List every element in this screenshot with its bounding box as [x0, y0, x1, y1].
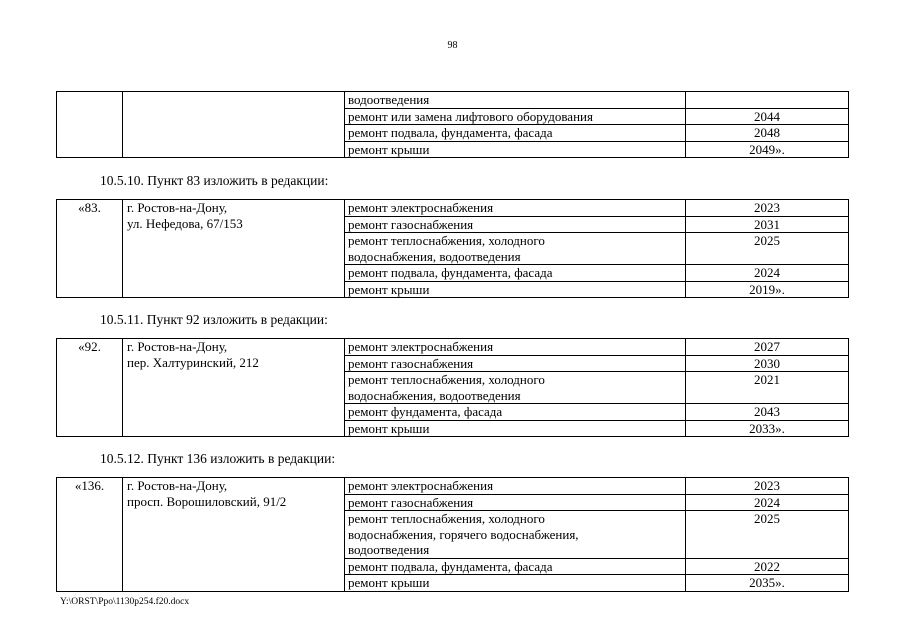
work-line: водоснабжения, горячего водоснабжения,: [348, 526, 579, 542]
work-cell: ремонт газоснабжения: [345, 355, 686, 372]
year-cell: 2025: [686, 233, 849, 265]
year-cell: [686, 92, 849, 109]
year-cell: 2049».: [686, 141, 849, 158]
work-line: ремонт теплоснабжения, холодного: [348, 372, 545, 387]
address-street: ул. Нефедова, 67/153: [127, 215, 243, 231]
work-cell: ремонт электроснабжения: [345, 339, 686, 356]
work-cell: [345, 511, 686, 559]
year-cell: 2021: [686, 372, 849, 404]
year-cell: 2044: [686, 108, 849, 125]
work-line: водоснабжения, водоотведения: [348, 248, 521, 264]
item-number-cell: [57, 92, 123, 158]
table-continuation: [56, 91, 849, 158]
work-cell: ремонт газоснабжения: [345, 494, 686, 511]
work-cell: ремонт или замена лифтового оборудования: [345, 108, 686, 125]
work-cell: [345, 372, 686, 404]
work-cell: ремонт крыши: [345, 420, 686, 437]
work-cell: [345, 233, 686, 265]
year-cell: 2023: [686, 200, 849, 217]
address-cell: [123, 92, 345, 158]
table-row: [57, 92, 849, 109]
work-line: ремонт теплоснабжения, холодного: [348, 233, 545, 248]
table-item-83: [56, 199, 849, 298]
address-street: просп. Ворошиловский, 91/2: [127, 493, 287, 509]
year-cell: 2033».: [686, 420, 849, 437]
work-cell: ремонт крыши: [345, 281, 686, 298]
work-cell: ремонт подвала, фундамента, фасада: [345, 265, 686, 282]
year-cell: 2024: [686, 265, 849, 282]
address-cell: [123, 339, 345, 437]
item-number-cell: «83.: [57, 200, 123, 298]
work-line: ремонт теплоснабжения, холодного: [348, 511, 545, 526]
work-cell: ремонт подвала, фундамента, фасада: [345, 125, 686, 142]
item-number-cell: «92.: [57, 339, 123, 437]
work-cell: водоотведения: [345, 92, 686, 109]
work-line: водоотведения: [348, 542, 430, 557]
address-city: г. Ростов-на-Дону,: [127, 478, 228, 493]
year-cell: 2031: [686, 216, 849, 233]
year-cell: 2030: [686, 355, 849, 372]
instruction-paragraph: 10.5.10. Пункт 83 изложить в редакции:: [100, 173, 329, 188]
address-city: г. Ростов-на-Дону,: [127, 200, 228, 215]
work-line: водоснабжения, водоотведения: [348, 387, 521, 403]
table-row: [57, 478, 849, 495]
footer-file-path: Y:\ORST\Ppo\1130p254.f20.docx: [60, 597, 190, 607]
work-cell: ремонт подвала, фундамента, фасада: [345, 558, 686, 575]
work-cell: ремонт газоснабжения: [345, 216, 686, 233]
year-cell: 2019».: [686, 281, 849, 298]
work-cell: ремонт электроснабжения: [345, 478, 686, 495]
table-item-92: [56, 338, 849, 437]
instruction-paragraph: 10.5.11. Пункт 92 изложить в редакции:: [100, 312, 328, 327]
work-cell: ремонт фундамента, фасада: [345, 404, 686, 421]
work-cell: ремонт электроснабжения: [345, 200, 686, 217]
work-cell: ремонт крыши: [345, 141, 686, 158]
year-cell: 2022: [686, 558, 849, 575]
year-cell: 2024: [686, 494, 849, 511]
page-number: 98: [447, 40, 458, 51]
year-cell: 2043: [686, 404, 849, 421]
table-row: [57, 339, 849, 356]
address-cell: [123, 200, 345, 298]
table-row: [57, 200, 849, 217]
address-cell: [123, 478, 345, 592]
year-cell: 2048: [686, 125, 849, 142]
instruction-paragraph: 10.5.12. Пункт 136 изложить в редакции:: [100, 451, 336, 466]
item-number-cell: «136.: [57, 478, 123, 592]
year-cell: 2035».: [686, 575, 849, 592]
address-city: г. Ростов-на-Дону,: [127, 339, 228, 354]
year-cell: 2025: [686, 511, 849, 559]
table-item-136: [56, 477, 849, 592]
work-cell: ремонт крыши: [345, 575, 686, 592]
year-cell: 2023: [686, 478, 849, 495]
year-cell: 2027: [686, 339, 849, 356]
address-street: пер. Халтуринский, 212: [127, 354, 259, 370]
